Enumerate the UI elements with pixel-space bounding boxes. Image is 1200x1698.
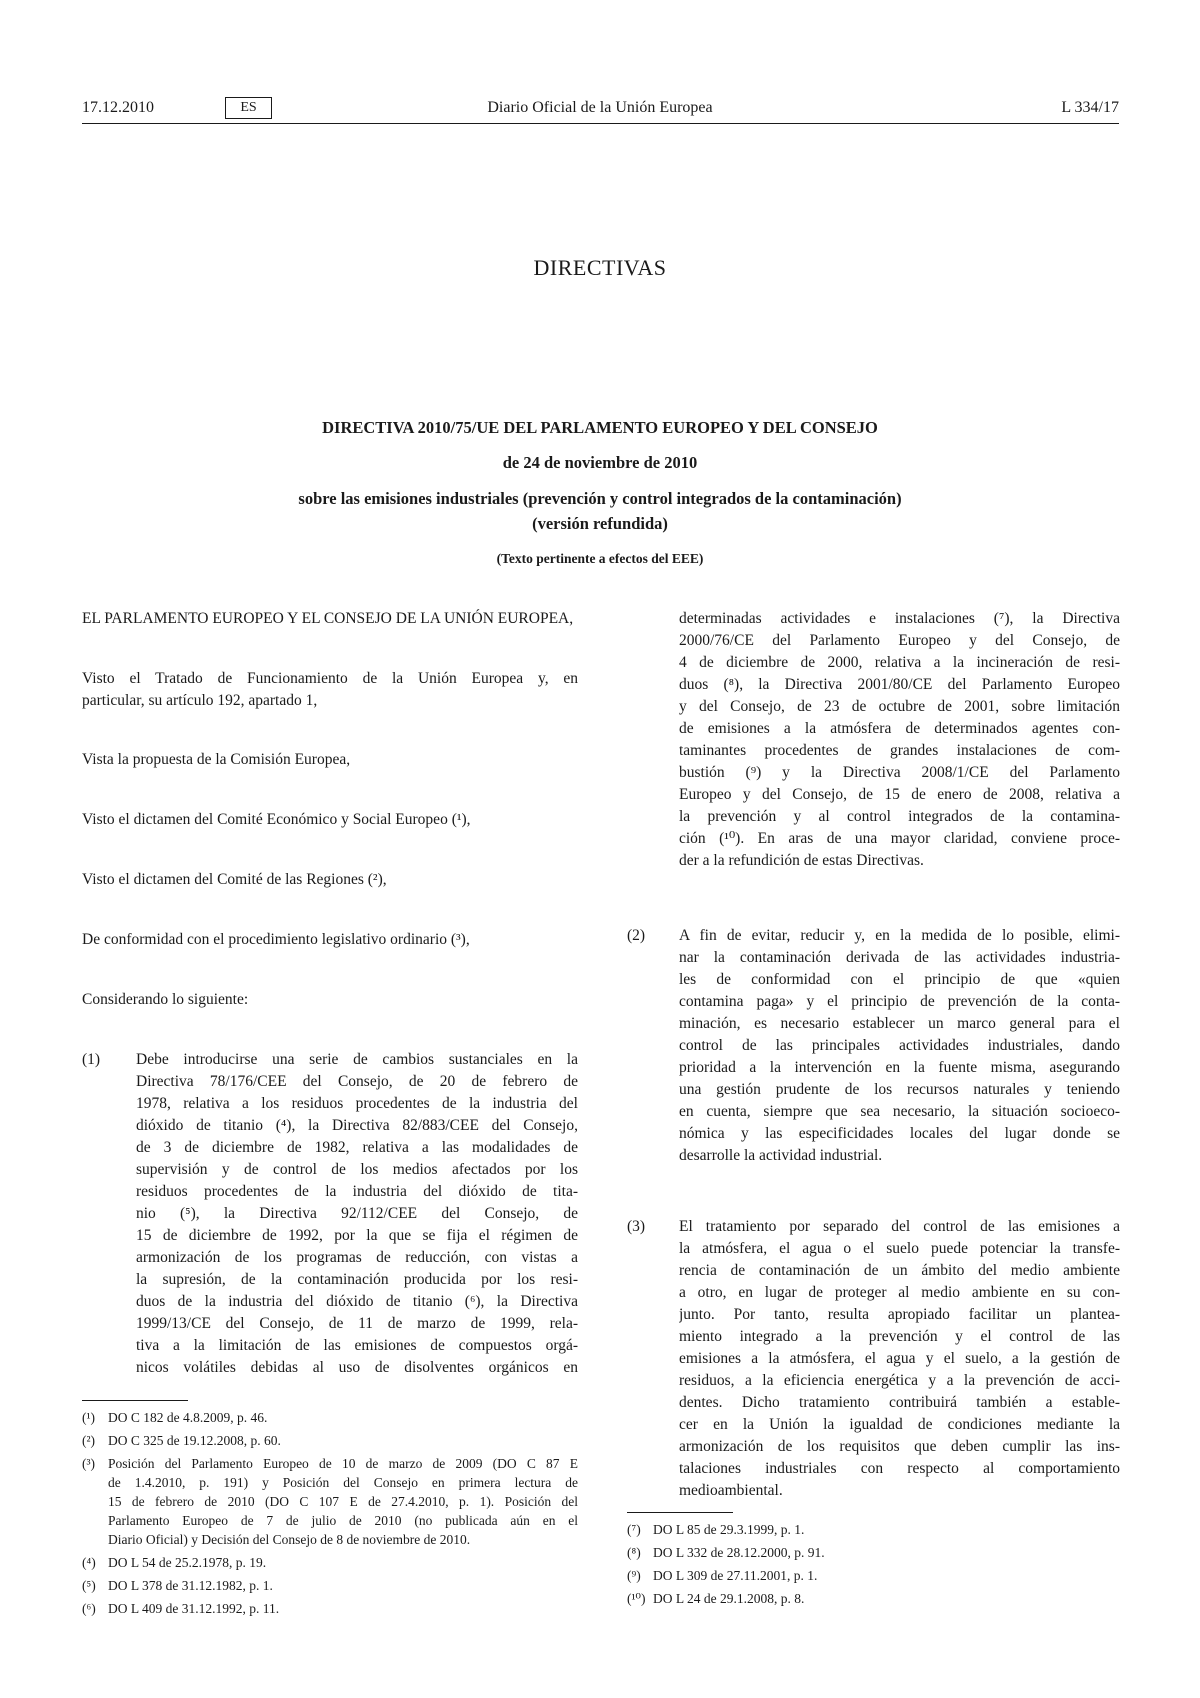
text-line: nar la contaminación derivada de las actividades industria- [679,949,1120,966]
text-line: 4 de diciembre de 2000, relativa a la incineración de resi- [679,654,1120,671]
footnote-rule-left [82,1400,188,1401]
footnote-line: DO L 85 de 29.3.1999, p. 1. [653,1522,805,1537]
text-line: minación, es necesario establecer un marco general para el [679,1015,1120,1032]
footnote-text [653,1520,1120,1539]
footnote-text [108,1408,578,1427]
preamble-considerando [82,989,578,1011]
text-line: junto. Por tanto, resulta apropiado facilitar un plantea- [679,1306,1120,1323]
text-line: a otro, en lugar de proteger al medio ambiente en su con- [679,1284,1120,1301]
text-line: miento integrado a la prevención y el control de las [679,1328,1120,1345]
recital-1-continued [679,608,1120,872]
footnote-mark: (⁵) [82,1578,96,1593]
text-line: Visto el dictamen del Comité Económico y Social Europeo (¹), [82,811,471,828]
text-line: emisiones a la atmósfera, el agua y el suelo, a la gestión de [679,1350,1120,1367]
text-line: les de conformidad con el principio de que «quien [679,971,1120,988]
footnote-rule-right [627,1512,733,1513]
text-line: nio (⁵), la Directiva 92/112/CEE del Consejo, de [136,1205,578,1222]
footnote-mark: (⁹) [627,1568,641,1583]
text-line: medioambiental. [679,1482,783,1499]
footnote-mark: (¹⁰) [627,1591,646,1606]
footnote-text [108,1454,578,1549]
preamble-visto-regiones [82,869,578,891]
text-line: El tratamiento por separado del control de las emisiones a [679,1218,1120,1235]
footnote-text [108,1431,578,1450]
text-line: cer en la Unión la igualdad de condiciones mediante la [679,1416,1120,1433]
recital-3 [679,1216,1120,1502]
footnote-text [653,1543,1120,1562]
text-line: rencia de contaminación de un ámbito del medio ambiente [679,1262,1120,1279]
recital-number-2: (2) [627,927,646,944]
header-rule [82,123,1119,124]
footnote-line: DO C 325 de 19.12.2008, p. 60. [108,1433,281,1448]
footnote-mark: (⁷) [627,1522,641,1537]
text-line: y del Consejo, de 23 de octubre de 2001, sobre limitación [679,698,1120,715]
section-title: DIRECTIVAS [533,255,667,280]
text-line: tiva a la limitación de las emisiones de compuestos orgá- [136,1337,578,1354]
text-line: bustión (⁹) y la Directiva 2008/1/CE del Parlamento [679,764,1120,781]
recital-2 [679,925,1120,1167]
text-line: en cuenta, siempre que sea necesario, la situación socioeco- [679,1103,1120,1120]
text-line: Visto el dictamen del Comité de las Regiones (²), [82,871,387,888]
directive-title: DIRECTIVA 2010/75/UE DEL PARLAMENTO EUROPEO Y DEL CONSEJO [322,418,878,437]
footnote-line: Parlamento Europeo de 7 de julio de 2010 (no publicada aún en el [108,1513,578,1528]
text-line: taminantes procedentes de grandes instalaciones de com- [679,742,1120,759]
footnote-line: DO L 24 de 29.1.2008, p. 8. [653,1591,805,1606]
text-line: Europeo y del Consejo, de 15 de enero de 2008, relativa a [679,786,1120,803]
text-line: Debe introducirse una serie de cambios sustanciales en la [136,1051,578,1068]
text-line: armonización de los requisitos que deben cumplir las ins- [679,1438,1120,1455]
text-line: determinadas actividades e instalaciones (⁷), la Directiva [679,610,1120,627]
text-line: ción (¹⁰). En aras de una mayor claridad, conviene proce- [679,830,1120,847]
footnote-mark: (³) [82,1456,96,1471]
footnote-text [653,1589,1120,1608]
text-line: prioridad a la intervención en la fuente misma, asegurando [679,1059,1120,1076]
journal-title: Diario Oficial de la Unión Europea [487,99,713,116]
text-line: talaciones industriales con respecto al comportamiento [679,1460,1120,1477]
footnote-text [108,1599,578,1618]
footnote-line: Posición del Parlamento Europeo de 10 de marzo de 2009 (DO C 87 E [108,1456,578,1471]
text-line: una gestión prudente de los recursos naturales y teniendo [679,1081,1120,1098]
footnote-mark: (⁶) [82,1601,96,1616]
footnote-mark: (⁸) [627,1545,641,1560]
preamble-intro [82,608,578,630]
preamble-procedimiento [82,929,578,951]
footnote-line: DO L 54 de 25.2.1978, p. 19. [108,1555,267,1570]
text-line: contamina paga» y el principio de prevención de la conta- [679,993,1120,1010]
text-line: Vista la propuesta de la Comisión Europea, [82,751,351,768]
text-line: la atmósfera, el agua o el suelo puede potenciar la transfe- [679,1240,1120,1257]
text-line: control de las principales actividades industriales, dando [679,1037,1120,1054]
preamble-visto-cese [82,809,578,831]
text-line: 1978, relativa a los residuos procedentes de la industria del [136,1095,578,1112]
recital-number-1: (1) [82,1051,101,1068]
header-date: 17.12.2010 [82,99,154,116]
footnote-text [653,1566,1120,1585]
directive-version: (versión refundida) [532,514,668,533]
footnote-mark: (⁴) [82,1555,96,1570]
text-line: 2000/76/CE del Parlamento Europeo y del Consejo, de [679,632,1120,649]
recital-1 [136,1049,578,1379]
text-line: A fin de evitar, reducir y, en la medida de lo posible, elimi- [679,927,1120,944]
footnote-mark: (¹) [82,1410,96,1425]
footnote-line: Diario Oficial) y Decisión del Consejo de 8 de noviembre de 2010. [108,1532,471,1547]
text-line: Considerando lo siguiente: [82,991,249,1008]
header-page-ref: L 334/17 [1061,99,1119,116]
text-line: desarrolle la actividad industrial. [679,1147,883,1164]
text-line: de 3 de diciembre de 1982, relativa a las modalidades de [136,1139,578,1156]
footnote-line: 15 de febrero de 2010 (DO C 107 E de 27.4.2010, p. 1). Posición del [108,1494,578,1509]
footnote-line: DO C 182 de 4.8.2009, p. 46. [108,1410,268,1425]
text-line: De conformidad con el procedimiento legislativo ordinario (³), [82,931,470,948]
text-line: nómica y las especificidades locales del lugar donde se [679,1125,1120,1142]
text-line: duos (⁸), la Directiva 2001/80/CE del Parlamento Europeo [679,676,1120,693]
text-line: nicos volátiles debidas al uso de disolventes orgánicos en [136,1359,578,1376]
text-line: residuos, a la eficiencia energética y a la prevención de acci- [679,1372,1120,1389]
directive-date: de 24 de noviembre de 2010 [502,453,698,472]
text-line: Directiva 78/176/CEE del Consejo, de 20 de febrero de [136,1073,578,1090]
text-line: Visto el Tratado de Funcionamiento de la Unión Europea y, en [82,670,578,687]
text-line: duos de la industria del dióxido de titanio (⁶), la Directiva [136,1293,578,1310]
recital-number-3: (3) [627,1218,646,1235]
text-line: de emisiones a la atmósfera de determinados agentes con- [679,720,1120,737]
text-line: particular, su artículo 192, apartado 1, [82,692,318,709]
preamble-visto-propuesta [82,749,578,771]
directive-eee-note: (Texto pertinente a efectos del EEE) [496,551,704,566]
footnote-line: DO L 309 de 27.11.2001, p. 1. [653,1568,818,1583]
footnote-mark: (²) [82,1433,96,1448]
text-line: dióxido de titanio (⁴), la Directiva 82/883/CEE del Consejo, [136,1117,578,1134]
language-badge: ES [225,97,272,119]
text-line: dentes. Dicho tratamiento contribuirá también a estable- [679,1394,1120,1411]
text-line: EL PARLAMENTO EUROPEO Y EL CONSEJO DE LA UNIÓN EUROPEA, [82,610,574,627]
text-line: la supresión, de la contaminación producida por los resi- [136,1271,578,1288]
text-line: der a la refundición de estas Directivas. [679,852,924,869]
text-line: supervisión y de control de los medios afectados por los [136,1161,578,1178]
footnote-line: DO L 378 de 31.12.1982, p. 1. [108,1578,273,1593]
text-line: residuos procedentes de la industria del dióxido de tita- [136,1183,578,1200]
footnote-text [108,1553,578,1572]
footnote-line: DO L 332 de 28.12.2000, p. 91. [653,1545,825,1560]
text-line: armonización de los programas de reducción, con vistas a [136,1249,578,1266]
text-line: 1999/13/CE del Consejo, de 11 de marzo de 1999, rela- [136,1315,578,1332]
text-line: la prevención y al control integrados de la contamina- [679,808,1120,825]
footnote-line: de 1.4.2010, p. 191) y Posición del Consejo en primera lectura de [108,1475,578,1490]
directive-subject: sobre las emisiones industriales (prevención y control integrados de la contaminación) [298,489,902,508]
footnote-text [108,1576,578,1595]
preamble-visto-tratado [82,668,578,712]
footnote-line: DO L 409 de 31.12.1992, p. 11. [108,1601,280,1616]
text-line: 15 de diciembre de 1992, por la que se fija el régimen de [136,1227,578,1244]
